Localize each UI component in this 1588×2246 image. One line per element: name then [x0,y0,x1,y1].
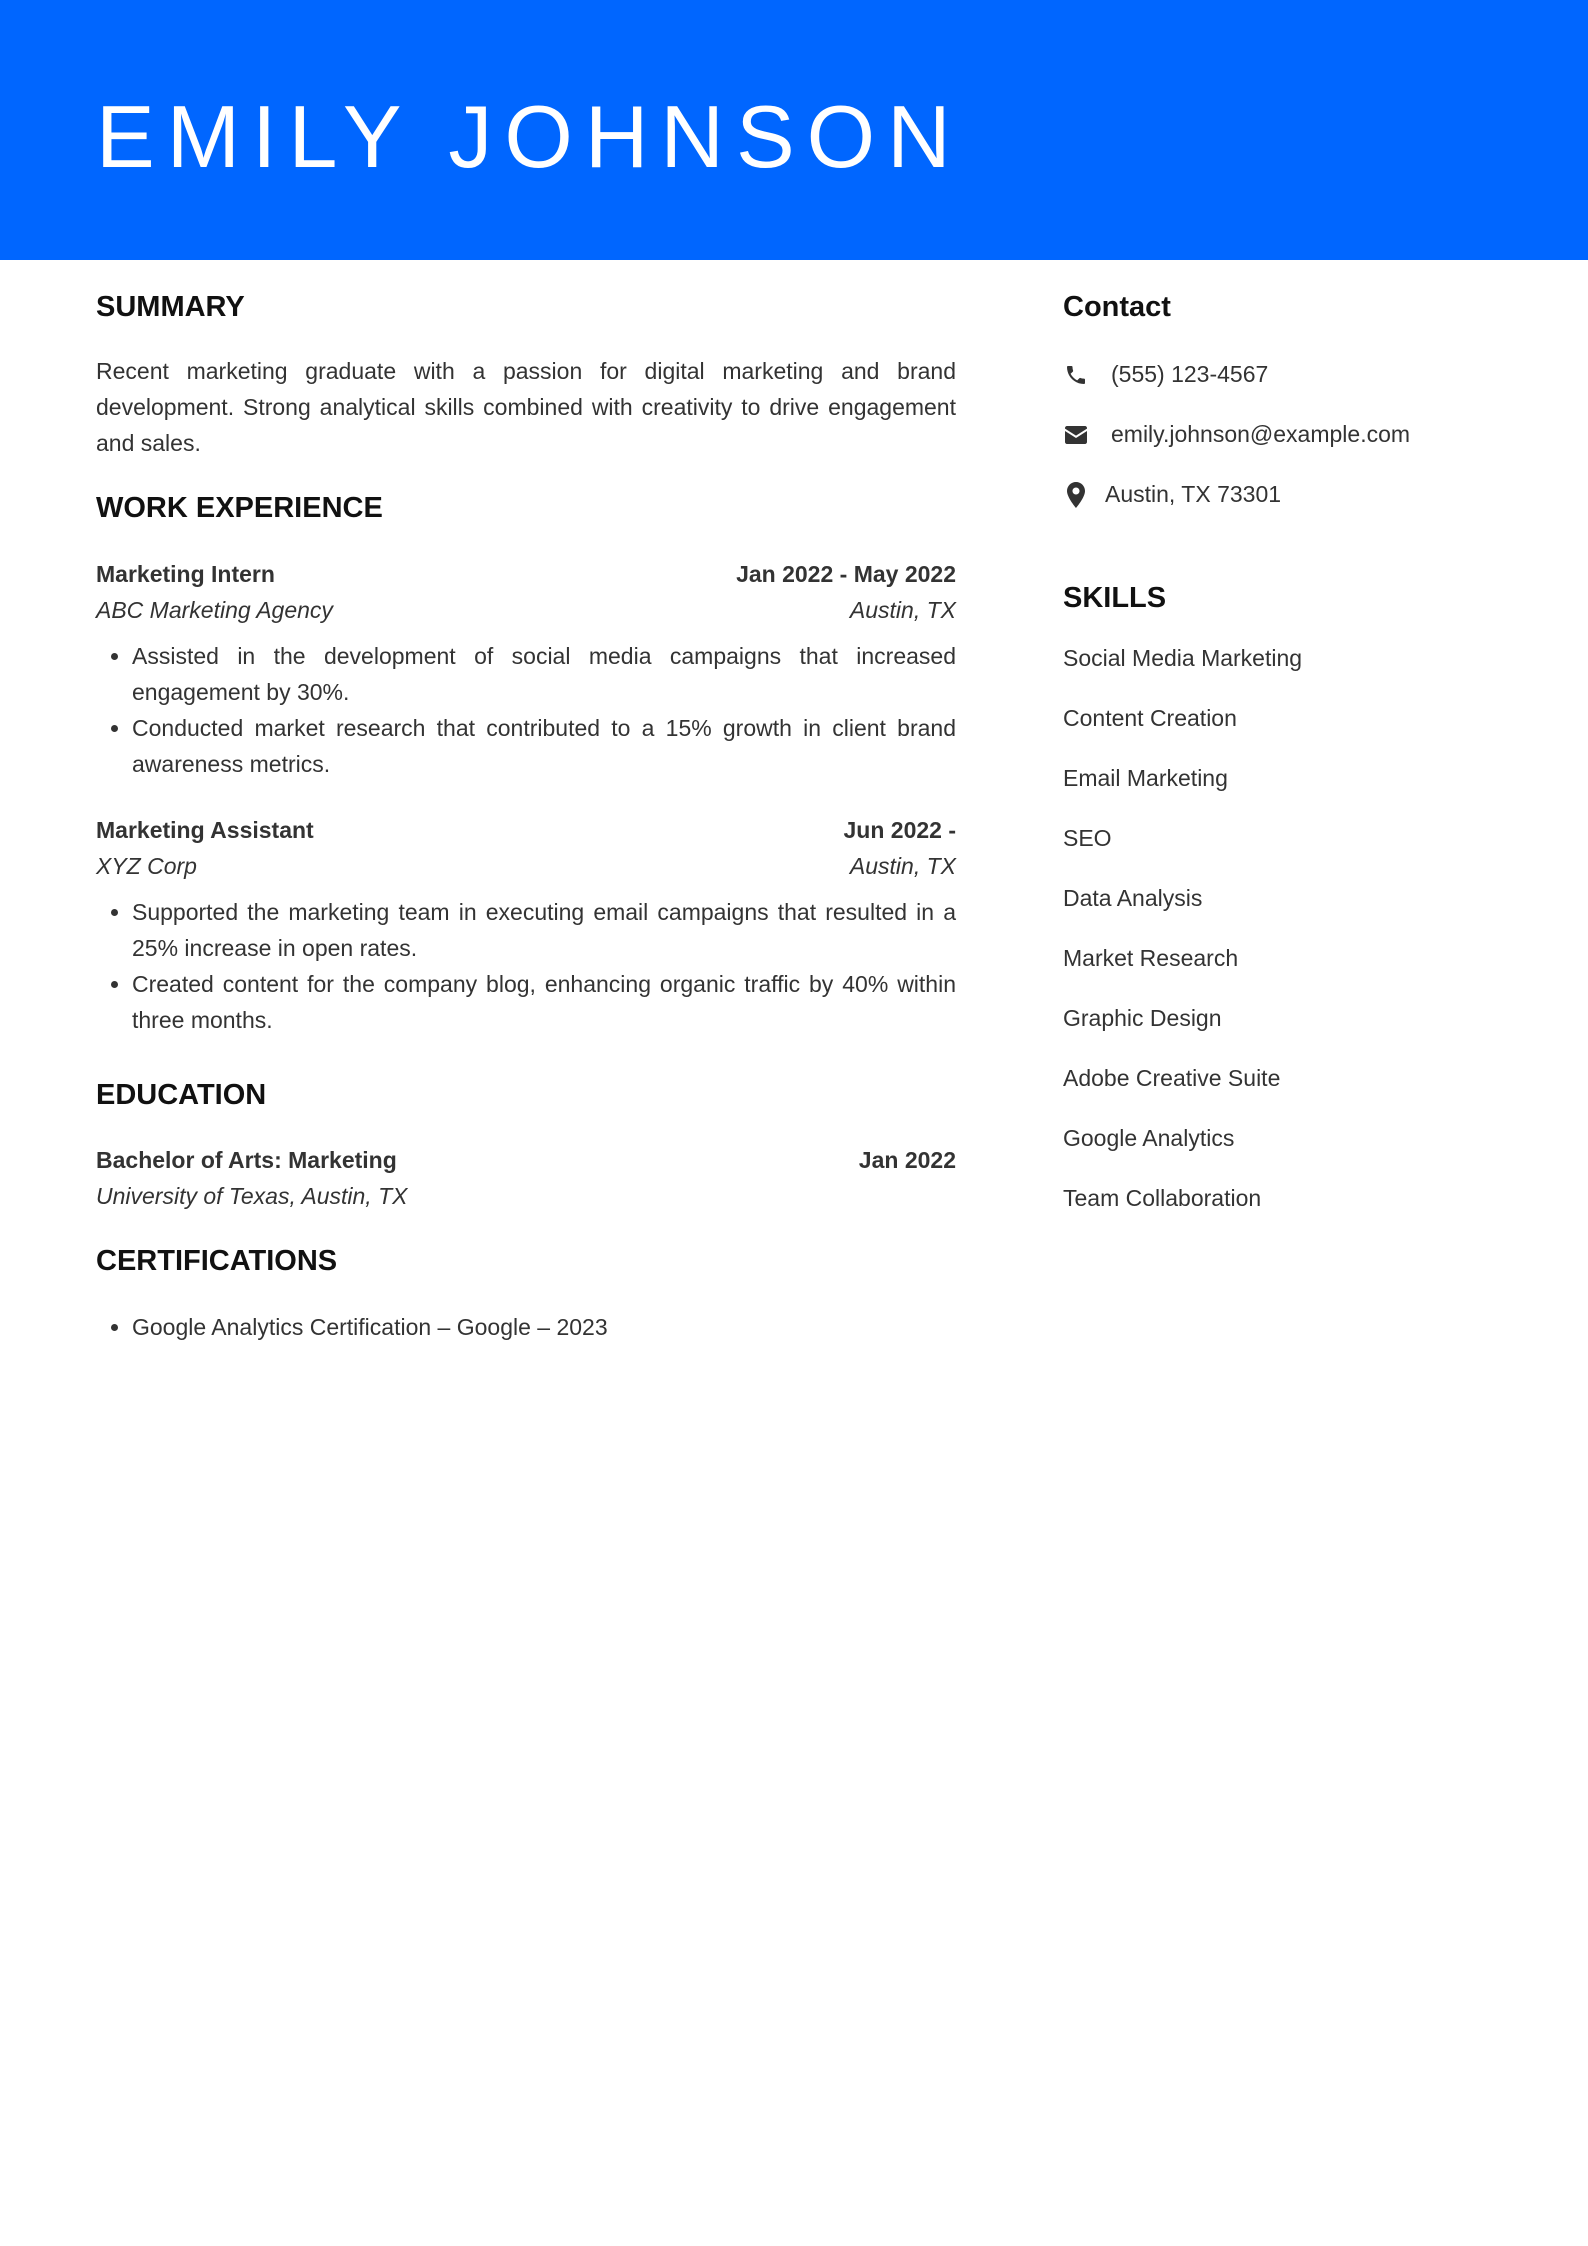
summary-section [96,290,956,461]
summary-text: Recent marketing graduate with a passion for digital marketing and brand development. Strong analytical skills combined with creativity to drive engagement and sales. [96,357,956,456]
phone-text: (555) 123-4567 [1111,361,1269,388]
work-experience-title: WORK EXPERIENCE [96,491,383,524]
education-section [96,1078,956,1215]
skill-item: Social Media Marketing [1063,644,1303,671]
skill-item: Email Marketing [1063,764,1228,791]
job-bullets [96,894,956,1038]
skill-item: Google Analytics [1063,1124,1235,1151]
job-bullet: • Conducted market research that contributed to a 15% growth in client brand awareness metrics. [132,710,956,782]
job-entry [96,812,956,1038]
job-entry [96,556,956,782]
contact-phone [1063,345,1503,405]
side-column [1063,290,1503,1240]
job-bullet: • Supported the marketing team in executing email campaigns that resulted in a 25% increase in open rates. [132,894,956,966]
education-title: EDUCATION [96,1078,267,1111]
certifications-section [96,1244,956,1345]
skill-item: Adobe Creative Suite [1063,1064,1281,1091]
envelope-icon [1063,422,1089,448]
skill-item: Data Analysis [1063,884,1203,911]
certifications-list [96,1309,956,1345]
certification-item: • Google Analytics Certification – Google – 2023 [132,1309,956,1345]
location-text: Austin, TX 73301 [1105,481,1282,508]
skill-item: SEO [1063,824,1112,851]
job-bullet: • Assisted in the development of social media campaigns that increased engagement by 30%. [132,638,956,710]
skills-title: SKILLS [1063,581,1167,614]
contact-section [1063,290,1503,525]
skill-item: Content Creation [1063,704,1237,731]
skills-list [1063,640,1503,1240]
job-dates: Jun 2022 - [843,816,956,843]
job-company: ABC Marketing Agency [96,596,333,623]
skills-section [1063,581,1503,1240]
skill-item: Market Research [1063,944,1239,971]
degree: Bachelor of Arts: Marketing [96,1147,397,1174]
certifications-title: CERTIFICATIONS [96,1245,338,1278]
job-role: Marketing Assistant [96,816,314,843]
phone-icon [1063,362,1089,388]
job-role: Marketing Intern [96,560,275,587]
school: University of Texas, Austin, TX [96,1183,408,1210]
summary-title: SUMMARY [96,291,245,323]
candidate-name: EMILY JOHNSON [96,87,963,186]
education-date: Jan 2022 [858,1147,956,1174]
contact-email [1063,405,1503,465]
email-text: emily.johnson@example.com [1111,421,1411,448]
job-dates: Jan 2022 - May 2022 [736,560,956,587]
job-company: XYZ Corp [96,852,197,879]
contact-title: Contact [1063,291,1171,323]
education-entry [96,1142,956,1214]
job-location: Austin, TX [849,852,956,879]
work-experience-section [96,491,956,1038]
main-column [96,290,956,1345]
map-pin-icon [1063,482,1089,508]
skill-item: Team Collaboration [1063,1184,1262,1211]
skill-item: Graphic Design [1063,1004,1222,1031]
job-bullet: • Created content for the company blog, enhancing organic traffic by 40% within three months. [132,966,956,1038]
contact-location [1063,465,1503,525]
job-location: Austin, TX [849,596,956,623]
header-banner [0,0,1588,260]
job-bullets [96,638,956,782]
